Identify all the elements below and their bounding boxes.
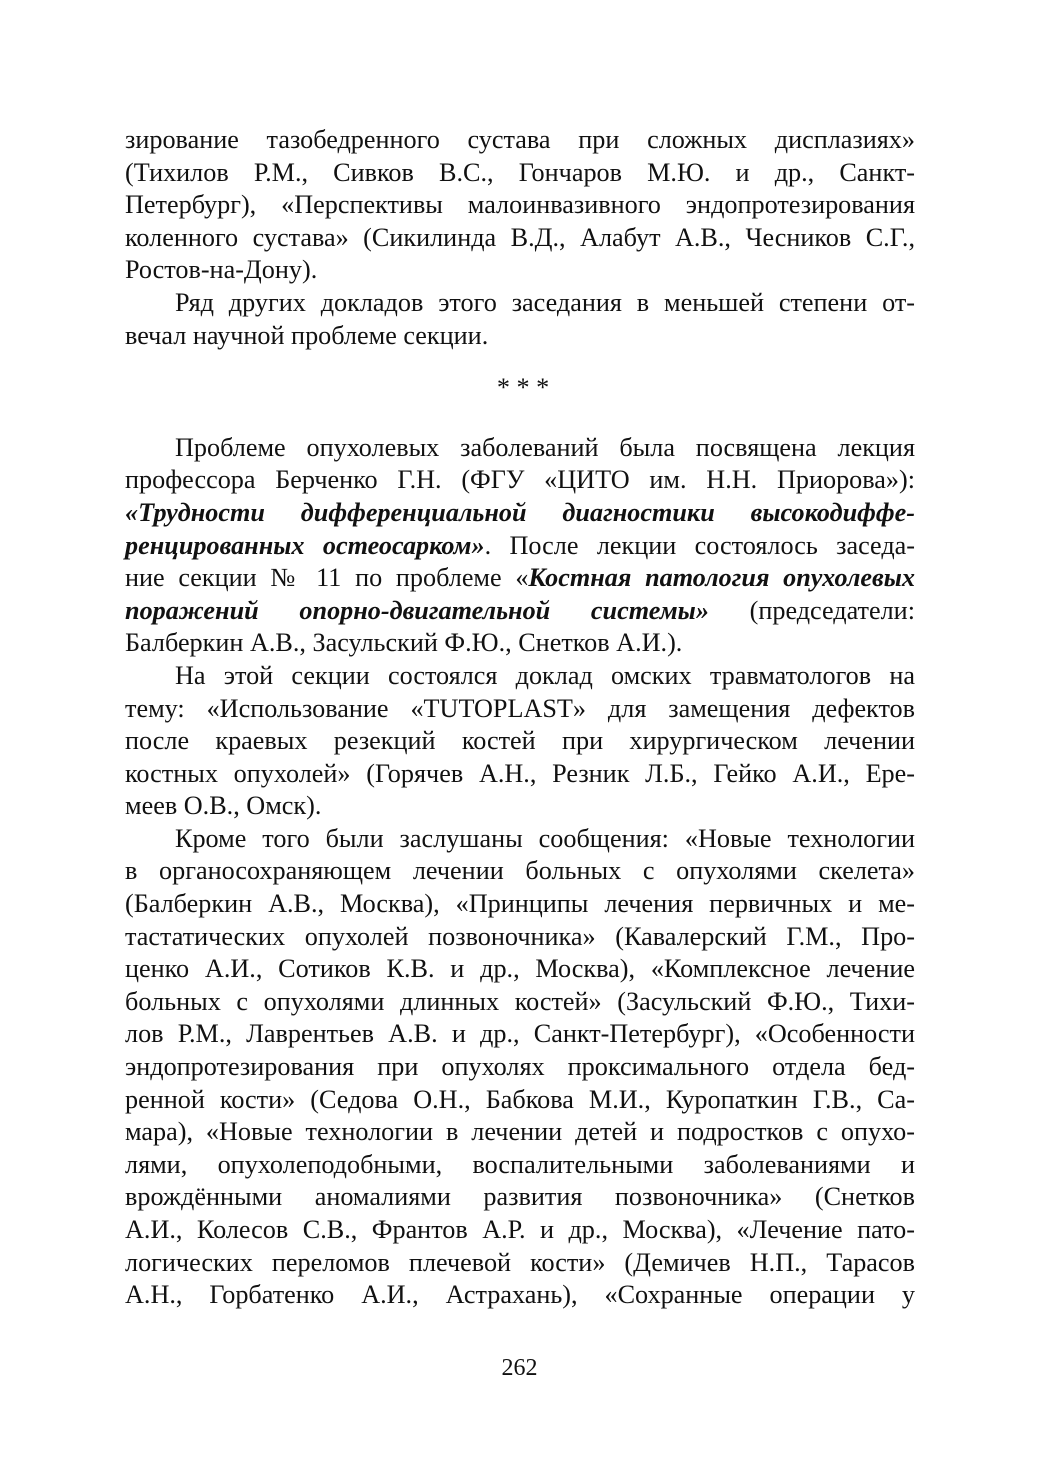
- paragraph-messages: [125, 823, 915, 1312]
- paragraph-continuation: [125, 124, 915, 352]
- text-line: Балберкин А.В., Засульский Ф.Ю., Снетков А.И.).: [125, 628, 683, 658]
- text-line: врождёнными аномалиями развития позвоночника» (Снетков: [125, 1182, 915, 1212]
- paragraph-lecture: [125, 432, 915, 660]
- text-run: (председатели:: [708, 595, 915, 625]
- page-number: 262: [501, 1355, 538, 1381]
- text-run: ние секции № 11 по проблеме «: [125, 563, 529, 593]
- text-line: мара), «Новые технологии в лечении детей и подростков с опухо-: [125, 1117, 915, 1147]
- text-line: больных с опухолями длинных костей» (Засульский Ф.Ю., Тихи-: [125, 986, 915, 1016]
- text-line: костных опухолей» (Горячев А.Н., Резник Л.Б., Гейко А.И., Ере-: [125, 758, 915, 788]
- text-line: (Балберкин А.В., Москва), «Принципы лечения первичных и ме-: [125, 889, 915, 919]
- text-line: Кроме того были заслушаны сообщения: «Новые технологии: [175, 823, 915, 853]
- text-run: . После лекции состоялось заседа-: [484, 530, 915, 560]
- text-line: [125, 595, 915, 628]
- text-line: профессора Берченко Г.Н. (ФГУ «ЦИТО им. Н.Н. Приорова»):: [125, 465, 915, 495]
- text-line: Ростов-на-Дону).: [125, 255, 318, 285]
- page-body: [125, 124, 915, 1312]
- text-line: коленного сустава» (Сикилинда В.Д., Алабут А.В., Чесников С.Г.,: [125, 222, 915, 252]
- text-line: [125, 562, 915, 595]
- text-line: лов Р.М., Лаврентьев А.В. и др., Санкт-Петербург), «Особенности: [125, 1019, 915, 1049]
- text-line: вечал научной проблеме секции.: [125, 320, 489, 350]
- text-line: А.Н., Горбатенко А.И., Астрахань), «Сохранные операции у: [125, 1280, 915, 1310]
- text-line: тастатических опухолей позвоночника» (Кавалерский Г.М., Про-: [125, 921, 915, 951]
- section-separator: * * *: [496, 373, 550, 403]
- text-line: в органосохраняющем лечении больных с опухолями скелета»: [125, 856, 915, 886]
- section-title-end: поражений опорно-двигательной системы»: [125, 595, 709, 625]
- lecture-title-line: «Трудности дифференциальной диагностики высокодиффе-: [125, 497, 915, 527]
- text-line: зирование тазобедренного сустава при сложных дисплазиях»: [125, 125, 915, 154]
- text-line: Ряд других докладов этого заседания в меньшей степени от-: [175, 287, 915, 317]
- text-line: ренной кости» (Седова О.Н., Бабкова М.И., Куропаткин Г.В., Са-: [125, 1084, 915, 1114]
- lecture-title-end: ренцированных остеосарком»: [125, 530, 485, 560]
- text-line: меев О.В., Омск).: [125, 791, 322, 821]
- text-line: Проблеме опухолевых заболеваний была посвящена лекция: [175, 432, 915, 462]
- text-line: после краевых резекций костей при хирургическом лечении: [125, 726, 915, 756]
- paragraph-report: [125, 660, 915, 823]
- text-line: эндопротезирования при опухолях проксимального отдела бед-: [125, 1052, 915, 1082]
- text-line: логических переломов плечевой кости» (Демичев Н.П., Тарасов: [125, 1247, 915, 1277]
- text-line: [125, 530, 915, 563]
- text-line: лями, опухолеподобными, воспалительными заболеваниями и: [125, 1149, 915, 1179]
- text-line: ценко А.И., Сотиков К.В. и др., Москва), «Комплексное лечение: [125, 954, 915, 984]
- section-title-start: Костная патология опухолевых: [528, 563, 915, 593]
- text-line: тему: «Использование «TUTOPLAST» для замещения дефектов: [125, 693, 915, 723]
- text-line: А.И., Колесов С.В., Франтов А.Р. и др., Москва), «Лечение пато-: [125, 1215, 915, 1244]
- text-line: На этой секции состоялся доклад омских травматологов на: [175, 660, 915, 690]
- text-line: Петербург), «Перспективы малоинвазивного эндопротезирования: [125, 190, 915, 220]
- text-line: (Тихилов Р.М., Сивков В.С., Гончаров М.Ю. и др., Санкт-: [125, 157, 915, 187]
